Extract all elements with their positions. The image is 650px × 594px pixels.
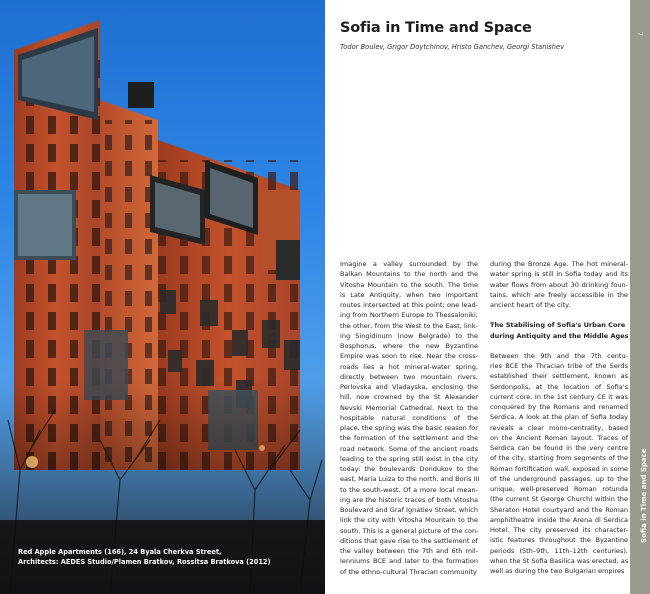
text-line: hospitable natural conditions of the [340,413,478,422]
authors-line: Todor Boulev, Grigor Doytchinov, Hristo Ganchev, Georgi Stanishev [340,43,565,51]
text-line: when the St Sofia Basilica was erected, as [490,556,629,565]
text-line: place, the spring was the basic reason for [340,424,478,432]
text-line: on the Ancient Roman layout. Traces of [490,433,628,442]
text-column-right [490,259,628,576]
text-line: directly between two mountain rivers, [340,372,478,381]
text-line: Bosphorus, where the new Byzantine [340,342,478,350]
page-title: Sofia in Time and Space [340,20,532,36]
text-line: current core. In the 1st century CE it was [490,392,628,401]
caption-line: Red Apple Apartments (166), 24 Byala Cherkva Street, [18,548,222,556]
text-line: the formation of the settlement and the [340,434,478,443]
text-line: to the south-west. Of a more local mean- [340,485,478,494]
text-line: Serdica can be found in the very centre [490,444,628,452]
page-number: 7 [636,31,644,37]
text-line: reveals a clear mono-centrality, based [490,423,628,432]
text-line: lenniums BCE and later to the formation [340,557,478,566]
text-line: Vitosha Mountain to the south. The time [340,280,478,289]
text-line: Boulevard and Graf Ignatiev Street, which [340,506,478,514]
text-line: water spring is still in Sofia today and its [490,270,628,279]
text-line: conquered by the Romans and renamed [490,403,628,411]
text-line: is Late Antiquity, when two important [340,290,478,299]
text-line: south. This is a general picture of the con- [340,526,479,535]
text-line: of the city, starting from segments of the [490,454,628,463]
text-line: ing are the historic traces of both Vitosha [340,495,478,504]
text-line: ancient heart of the city. [490,301,571,309]
text-line: established their settlement, known as [490,372,628,381]
text-line: hill, now crowned by the St Alexander [340,393,478,402]
text-line: Serdica. A look at the plan of Sofia today [490,413,628,422]
text-line: Empire was soon to rise. Near the cross- [340,352,478,361]
text-line: Nevski Memorial Cathedral. Next to the [340,403,478,412]
text-line: periods (5th–9th, 11th–12th centuries), [490,546,628,555]
text-line: unique, well-preserved Roman rotunda [490,485,628,493]
text-line: Balkan Mountains to the north and the [340,270,478,279]
chapter-side-tab [630,0,650,594]
text-column-left [340,259,478,577]
text-line: today: the boulevards Dondukov to the [340,465,478,473]
caption-line: Architects: AEDES Studio/Plamen Bratkov, Rossitsa Bratkova (2012) [18,557,271,566]
section-subheading: during Antiquity and the Middle Ages [490,331,629,340]
section-subheading: The Stabilising of Sofia's Urban Core [490,321,626,330]
text-line: (the current St George Church) within the [490,495,628,504]
text-line: ing Singidinum (now Belgrade) to the [340,331,478,340]
text-line: routes intersected at this point: one lead- [340,301,478,309]
text-line: of the ethno-cultural Thracian community [340,567,477,576]
text-line: during the Bronze Age. The hot mineral- [490,260,628,268]
text-line: Perlovska and Vladayska, enclosing the [340,383,478,391]
text-line: Between the 9th and the 7th centu- [490,351,628,360]
text-line: tains, which are freely accessible in the [490,290,628,299]
text-line: Roman fortification wall, exposed in some [490,464,628,473]
text-line: water flows from about 30 drinking foun- [490,280,628,289]
text-line: Sheraton Hotel courtyard and the Roman [490,505,628,514]
photo-caption [18,548,318,567]
text-line: amphitheatre inside the Arena di Serdica [490,515,628,524]
text-line: of the underground passages, up to the [490,474,628,483]
text-line: road network. Some of the ancient roads [340,444,478,453]
text-line: Serdonpolis, at the location of Sofia's [490,382,628,391]
text-line: istic features throughout the Byzantine [490,536,628,545]
text-line: the other, from the West to the East, link- [340,321,478,330]
intro-paragraph [490,259,628,310]
text-line: ing from Northern Europe to Thessaloniki; [340,311,478,320]
text-line: leading to the spring still exist in the city [340,454,478,463]
text-line: link the city with Vitosha Mountain to the [340,516,478,525]
text-line: Hotel. The city preserved its character- [490,526,628,534]
text-line: roads lies a hot mineral-water spring, [340,362,478,371]
chapter-tab-label: Sofia in Time and Space [640,448,648,543]
text-line: well as during the two Bulgarian empires [490,567,625,575]
text-line: ries BCE the Thracian tribe of the Serds [490,362,628,370]
text-line: Imagine a valley surrounded by the [340,260,478,268]
body-paragraph [490,351,628,577]
text-line: the valley between the 7th and 6th mil- [340,547,478,555]
text-line: east, Maria Luiza to the north, and Boris III [340,475,480,484]
text-line: ditions that gave rise to the settlement of [340,536,478,545]
